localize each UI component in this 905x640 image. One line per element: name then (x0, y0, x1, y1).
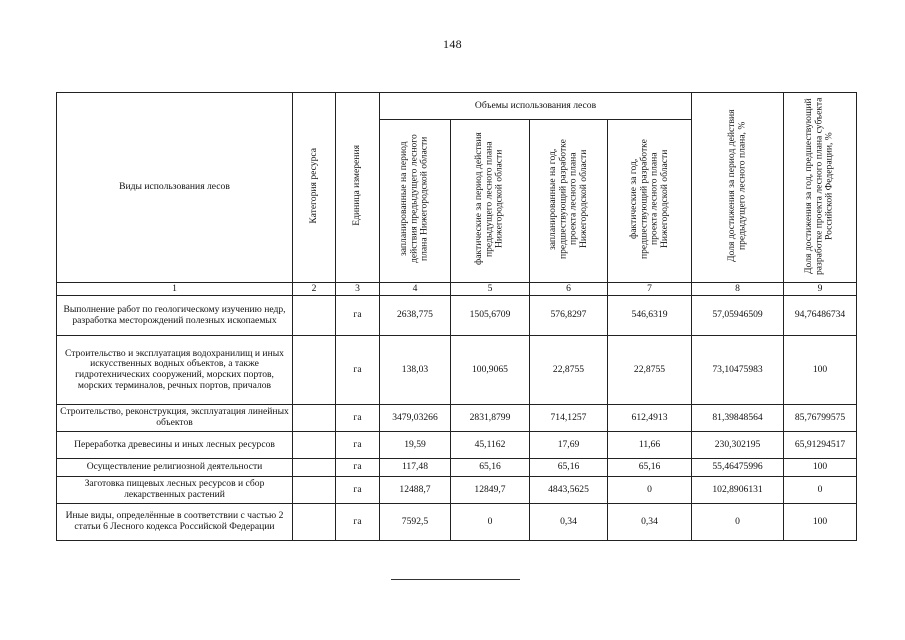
column-number: 6 (530, 283, 608, 296)
cell-actual-year: 65,16 (608, 459, 692, 477)
header-planned-prev-text: запланированные на период действия предыдущего лесного плана Нижегородской области (398, 134, 431, 264)
header-planned-year-text: запланированные на год, предшествующий разработке проекта лесного плана Нижегородской области (546, 139, 589, 260)
column-number: 5 (451, 283, 530, 296)
cell-share-year: 100 (784, 336, 857, 405)
table-row (57, 405, 857, 432)
page-number: 148 (443, 37, 462, 51)
footnote-separator (391, 579, 520, 580)
table-row (57, 477, 857, 504)
cell-category (293, 459, 336, 477)
cell-actual-prev: 100,9065 (451, 336, 530, 405)
cell-planned-prev: 12488,7 (380, 477, 451, 504)
header-unit (336, 93, 380, 283)
header-actual-prev-text: фактические за период действия предыдущего лесного плана Нижегородской области (473, 132, 506, 266)
cell-planned-year: 714,1257 (530, 405, 608, 432)
cell-unit: га (336, 296, 380, 336)
cell-actual-prev: 65,16 (451, 459, 530, 477)
cell-unit: га (336, 459, 380, 477)
cell-type: Иные виды, определённые в соответствии с частью 2 статьи 6 Лесного кодекса Российской Федерации (57, 504, 293, 541)
header-category (293, 93, 336, 283)
cell-type: Переработка древесины и иных лесных ресурсов (57, 432, 293, 459)
table-row (57, 432, 857, 459)
cell-category (293, 504, 336, 541)
header-planned-prev (380, 120, 451, 283)
cell-planned-year: 4843,5625 (530, 477, 608, 504)
cell-actual-prev: 12849,7 (451, 477, 530, 504)
header-actual-year (608, 120, 692, 283)
cell-category (293, 296, 336, 336)
header-actual-prev (451, 120, 530, 283)
cell-actual-year: 22,8755 (608, 336, 692, 405)
cell-planned-year: 576,8297 (530, 296, 608, 336)
cell-type: Выполнение работ по геологическому изучению недр, разработка месторождений полезных ископаемых (57, 296, 293, 336)
header-type: Виды использования лесов (57, 93, 293, 283)
cell-actual-year: 11,66 (608, 432, 692, 459)
cell-share-year: 100 (784, 459, 857, 477)
cell-category (293, 405, 336, 432)
cell-actual-year: 546,6319 (608, 296, 692, 336)
cell-actual-year: 0 (608, 477, 692, 504)
cell-type: Строительство и эксплуатация водохранилищ и иных искусственных водных объектов, а также гидротехнических сооружений, морских портов, морских терминалов, речных портов, причалов (57, 336, 293, 405)
cell-actual-year: 0,34 (608, 504, 692, 541)
cell-actual-prev: 2831,8799 (451, 405, 530, 432)
header-planned-year (530, 120, 608, 283)
cell-share-year: 94,76486734 (784, 296, 857, 336)
cell-share-prev: 102,8906131 (692, 477, 784, 504)
cell-share-prev: 73,10475983 (692, 336, 784, 405)
cell-type: Осуществление религиозной деятельности (57, 459, 293, 477)
column-number: 7 (608, 283, 692, 296)
cell-planned-year: 0,34 (530, 504, 608, 541)
cell-actual-year: 612,4913 (608, 405, 692, 432)
column-number: 4 (380, 283, 451, 296)
table-row (57, 459, 857, 477)
cell-planned-prev: 2638,775 (380, 296, 451, 336)
cell-share-prev: 230,302195 (692, 432, 784, 459)
column-number: 8 (692, 283, 784, 296)
cell-unit: га (336, 336, 380, 405)
cell-share-prev: 55,46475996 (692, 459, 784, 477)
column-number: 3 (336, 283, 380, 296)
cell-category (293, 477, 336, 504)
cell-planned-prev: 7592,5 (380, 504, 451, 541)
cell-planned-prev: 19,59 (380, 432, 451, 459)
cell-share-year: 85,76799575 (784, 405, 857, 432)
cell-category (293, 432, 336, 459)
header-share-prev-text: Доля достижения за период действия предыдущего лесного плана, % (726, 109, 748, 262)
cell-share-prev: 0 (692, 504, 784, 541)
cell-planned-year: 22,8755 (530, 336, 608, 405)
cell-planned-year: 65,16 (530, 459, 608, 477)
cell-planned-prev: 138,03 (380, 336, 451, 405)
cell-planned-year: 17,69 (530, 432, 608, 459)
cell-unit: га (336, 504, 380, 541)
cell-share-year: 0 (784, 477, 857, 504)
cell-planned-prev: 117,48 (380, 459, 451, 477)
cell-actual-prev: 45,1162 (451, 432, 530, 459)
cell-type: Заготовка пищевых лесных ресурсов и сбор лекарственных растений (57, 477, 293, 504)
cell-share-year: 100 (784, 504, 857, 541)
cell-unit: га (336, 432, 380, 459)
header-category-text: Категория ресурса (307, 147, 319, 224)
column-number: 1 (57, 283, 293, 296)
cell-unit: га (336, 477, 380, 504)
column-number: 2 (293, 283, 336, 296)
header-share-year-text: Доля достижения за год, предшествующий разработке проекта лесного плана субъекта Российской Федерации, % (803, 96, 836, 275)
cell-share-prev: 57,05946509 (692, 296, 784, 336)
cell-actual-prev: 1505,6709 (451, 296, 530, 336)
table-row (57, 336, 857, 405)
cell-type: Строительство, реконструкция, эксплуатация линейных объектов (57, 405, 293, 432)
header-actual-year-text: фактические за год, предшествующий разработке проекта лесного плана Нижегородской области (627, 139, 670, 260)
header-group: Объемы использования лесов (380, 93, 692, 120)
cell-share-year: 65,91294517 (784, 432, 857, 459)
header-unit-text: Единица измерения (351, 145, 363, 227)
cell-planned-prev: 3479,03266 (380, 405, 451, 432)
header-share-year (784, 93, 857, 283)
cell-category (293, 336, 336, 405)
forest-usage-table (56, 92, 857, 541)
header-share-prev (692, 93, 784, 283)
cell-unit: га (336, 405, 380, 432)
cell-actual-prev: 0 (451, 504, 530, 541)
cell-share-prev: 81,39848564 (692, 405, 784, 432)
table-row (57, 504, 857, 541)
column-number: 9 (784, 283, 857, 296)
table-row (57, 296, 857, 336)
